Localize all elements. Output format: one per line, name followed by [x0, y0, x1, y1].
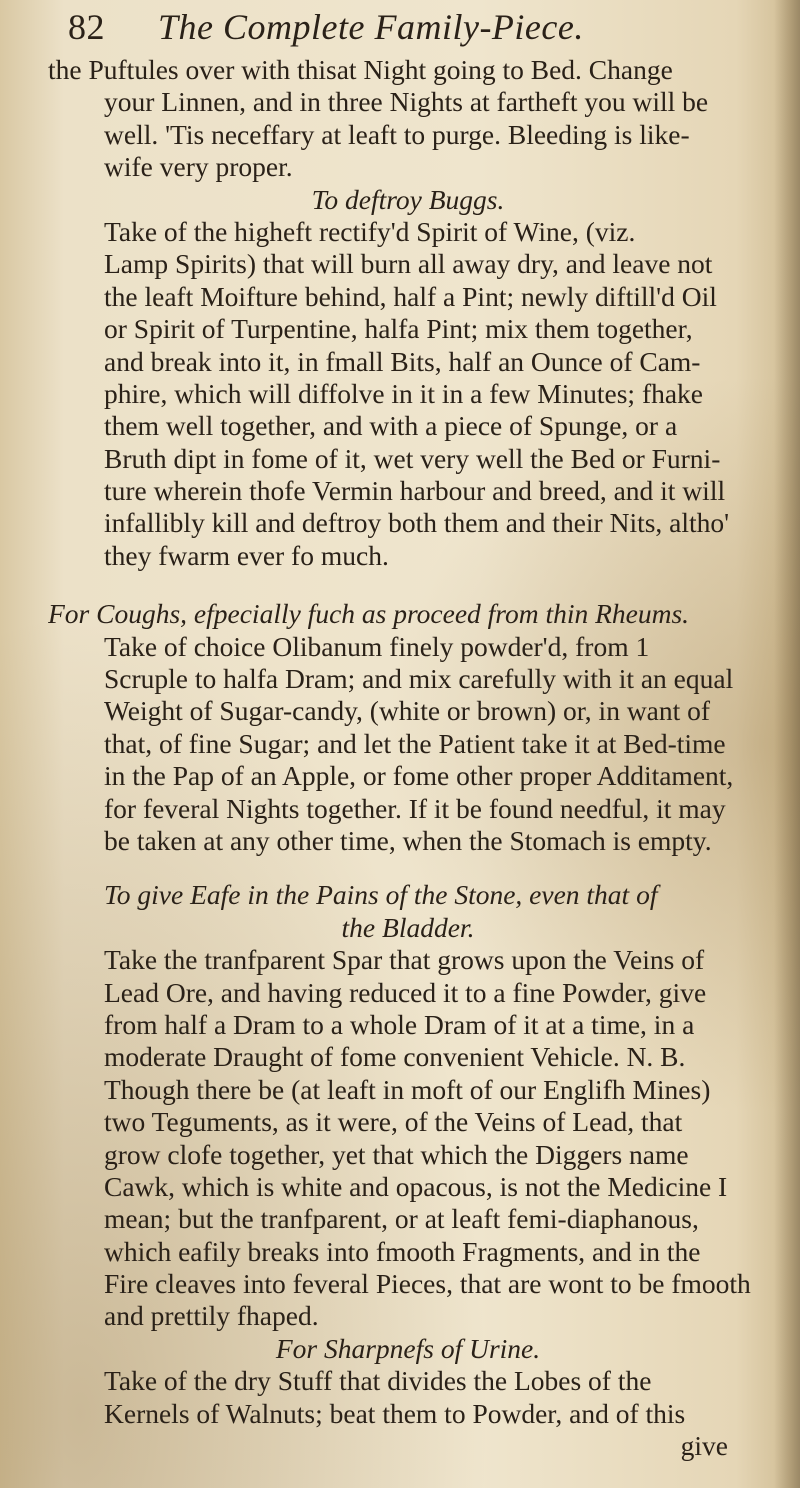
text-line: your Linnen, and in three Nights at fartheft you will be	[104, 86, 709, 118]
section-destroy-buggs	[48, 184, 768, 573]
text-line: in the Pap of an Apple, or fome other proper Additament,	[104, 760, 734, 792]
text-line: Take the tranfparent Spar that grows upon the Veins of	[104, 944, 705, 976]
section-heading: For Coughs, efpecially fuch as proceed from thin Rheums.	[48, 598, 690, 630]
text-line: Bruth dipt in fome of it, wet very well the Bed or Furni-	[104, 442, 721, 474]
text-block	[48, 6, 768, 1462]
text-line: Cawk, which is white and opacous, is not the Medicine I	[104, 1170, 728, 1202]
text-line: the Puftules over with thisat Night going to Bed. Change	[48, 54, 673, 85]
section-heading: To deftroy Buggs.	[311, 183, 505, 215]
section-heading-continued: the Bladder.	[341, 911, 475, 943]
text-line: Lead Ore, and having reduced it to a fine Powder, give	[104, 976, 707, 1008]
text-line: and break into it, in fmall Bits, half an Ounce of Cam-	[104, 345, 701, 377]
text-line: infallibly kill and deftroy both them and their Nits, altho'	[104, 507, 730, 539]
section-heading: For Sharpnefs of Urine.	[275, 1332, 541, 1364]
text-line: them well together, and with a piece of Spunge, or a	[104, 410, 678, 442]
text-line: that, of fine Sugar; and let the Patient take it at Bed-time	[104, 727, 726, 759]
text-line: two Teguments, as it were, of the Veins of Lead, that	[104, 1106, 683, 1138]
text-line: Though there be (at leaft in moft of our Englifh Mines)	[104, 1073, 711, 1105]
text-line: mean; but the tranfparent, or at leaft femi-diaphanous,	[104, 1203, 699, 1235]
section-stone-pains	[48, 879, 768, 1332]
text-line: Weight of Sugar-candy, (white or brown) or, in want of	[104, 695, 711, 727]
text-line: for feveral Nights together. If it be found needful, it may	[104, 792, 726, 824]
text-line: from half a Dram to a whole Dram of it at a time, in a	[104, 1008, 695, 1040]
text-line: phire, which will diffolve in it in a few Minutes; fhake	[104, 377, 704, 409]
text-line: Take of the higheft rectify'd Spirit of Wine, (viz.	[104, 215, 636, 247]
text-line: Take of the dry Stuff that divides the Lobes of the	[104, 1365, 652, 1397]
text-line: moderate Draught of fome convenient Vehicle. N. B.	[104, 1041, 686, 1073]
catchword: give	[680, 1430, 728, 1462]
section-heading: To give Eafe in the Pains of the Stone, even that of	[104, 879, 658, 911]
text-line: or Spirit of Turpentine, halfa Pint; mix them together,	[104, 313, 693, 345]
section-sharpness-urine	[48, 1333, 768, 1463]
text-line: wife very proper.	[104, 151, 293, 183]
text-line: they fwarm ever fo much.	[104, 539, 389, 571]
section-coughs	[48, 598, 768, 857]
running-title: The Complete Family-Piece.	[158, 7, 584, 47]
page-gutter-shadow	[774, 0, 800, 1488]
running-head	[48, 6, 768, 54]
paragraph-pustules	[48, 54, 768, 184]
page-number: 82	[68, 7, 105, 47]
text-line: well. 'Tis neceffary at leaft to purge. Bleeding is like-	[104, 118, 690, 150]
text-line: ture wherein thofe Vermin harbour and breed, and it will	[104, 475, 726, 507]
text-line: the leaft Moifture behind, half a Pint; newly diftill'd Oil	[104, 280, 717, 312]
text-line: Take of choice Olibanum finely powder'd, from 1	[104, 630, 650, 662]
text-line: Scruple to halfa Dram; and mix carefully with it an equal	[104, 663, 734, 695]
text-line: Lamp Spirits) that will burn all away dry, and leave not	[104, 248, 713, 280]
text-line: which eafily breaks into fmooth Fragments, and in the	[104, 1235, 701, 1267]
text-line: Kernels of Walnuts; beat them to Powder, and of this	[104, 1397, 686, 1429]
text-line: Fire cleaves into feveral Pieces, that are wont to be fmooth	[104, 1268, 751, 1300]
text-line: grow clofe together, yet that which the Diggers name	[104, 1138, 689, 1170]
text-line: and prettily fhaped.	[104, 1300, 319, 1332]
text-line: be taken at any other time, when the Stomach is empty.	[104, 824, 712, 856]
